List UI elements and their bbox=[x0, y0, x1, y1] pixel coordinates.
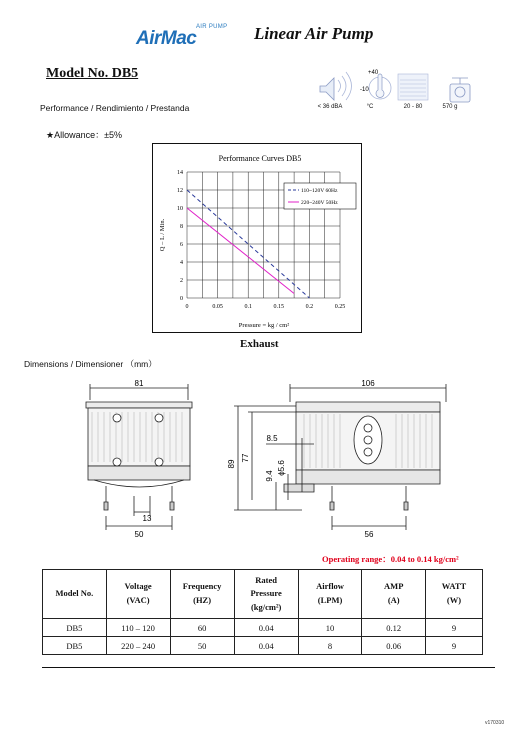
y-tick-label: 8 bbox=[180, 224, 183, 230]
table-row bbox=[43, 637, 483, 655]
exhaust-label: Exhaust bbox=[240, 338, 279, 350]
table-header-text: Rated bbox=[255, 574, 277, 585]
dim-side-width: 106 bbox=[361, 379, 375, 388]
table-header-text: Frequency bbox=[182, 581, 222, 592]
dim-outlet-height: 9.4 bbox=[265, 470, 274, 482]
dim-front-width: 81 bbox=[134, 379, 144, 388]
legend-entry-0: 110~120V 60Hz bbox=[301, 188, 338, 194]
page-title: Linear Air Pump bbox=[254, 24, 374, 43]
chart-legend bbox=[284, 183, 356, 209]
table-cell: 0.12 bbox=[362, 619, 426, 637]
chart-ylabel: Q – L / Min. bbox=[159, 218, 166, 252]
airmac-logo bbox=[136, 24, 236, 49]
table-header-text: Pressure bbox=[250, 588, 282, 599]
table-cell: 0.06 bbox=[362, 637, 426, 655]
table-header-text: (W) bbox=[446, 595, 462, 605]
table-header-cell bbox=[43, 570, 107, 619]
humidity-label: 20 - 80 bbox=[403, 104, 423, 110]
chart-xlabel: Pressure = kg / cm² bbox=[238, 322, 290, 329]
y-tick-label: 10 bbox=[177, 206, 183, 212]
table-header-text: WATT bbox=[441, 581, 467, 592]
table-cell: 110 – 120 bbox=[106, 619, 170, 637]
table-header-cell bbox=[298, 570, 362, 619]
x-tick-label: 0.1 bbox=[244, 304, 252, 310]
allowance-note: ★Allowance：±5% bbox=[46, 130, 123, 140]
table-cell: 0.04 bbox=[234, 637, 298, 655]
performance-chart bbox=[152, 143, 362, 333]
table-header-text: (LPM) bbox=[317, 595, 343, 605]
table-cell: 50 bbox=[170, 637, 234, 655]
table-header-text: (A) bbox=[387, 595, 400, 605]
humidity-icon bbox=[398, 74, 428, 100]
dim-height-body: 77 bbox=[241, 453, 250, 463]
bottom-rule bbox=[42, 667, 495, 668]
dim-foot-half: 50 bbox=[134, 530, 144, 539]
table-header-text: (HZ) bbox=[193, 595, 212, 605]
noise-speaker-icon bbox=[320, 72, 352, 100]
table-cell: 8 bbox=[298, 637, 362, 655]
table-header-row bbox=[43, 570, 483, 619]
temp-min: -10 bbox=[360, 87, 369, 93]
chart-title: Performance Curves DB5 bbox=[218, 154, 302, 163]
table-cell: 9 bbox=[426, 637, 483, 655]
logo-tagline: AIR PUMP bbox=[196, 24, 228, 30]
dim-foot-gap: 13 bbox=[142, 514, 152, 523]
table-cell: 60 bbox=[170, 619, 234, 637]
weight-scale-icon bbox=[450, 78, 470, 102]
performance-label: Performance / Rendimiento / Prestanda bbox=[40, 103, 190, 113]
dim-height-total: 89 bbox=[227, 459, 236, 469]
y-tick-label: 2 bbox=[180, 278, 183, 284]
y-tick-label: 0 bbox=[180, 296, 183, 302]
table-header-cell bbox=[426, 570, 483, 619]
noise-label: < 36 dBA bbox=[317, 104, 343, 110]
table-header-text: (kg/cm²) bbox=[250, 601, 282, 612]
table-cell: 10 bbox=[298, 619, 362, 637]
temperature-label: °C bbox=[366, 104, 374, 110]
x-tick-label: 0.25 bbox=[334, 304, 346, 310]
table-header-text: Model No. bbox=[55, 588, 94, 599]
table-cell: 0.04 bbox=[234, 619, 298, 637]
front-view-drawing bbox=[86, 384, 192, 530]
dimension-drawings bbox=[70, 376, 510, 546]
y-tick-label: 14 bbox=[177, 170, 183, 176]
dimensions-label: Dimensions / Dimensioner （mm） bbox=[24, 359, 157, 369]
table-header-cell bbox=[234, 570, 298, 619]
spec-table bbox=[42, 569, 483, 655]
side-view-drawing bbox=[234, 384, 446, 530]
table-header-cell bbox=[362, 570, 426, 619]
table-header-text: Airflow bbox=[316, 581, 344, 592]
logo-wordmark: AirMac bbox=[136, 28, 197, 49]
table-header-cell bbox=[170, 570, 234, 619]
model-title: Model No. DB5 bbox=[46, 66, 139, 81]
table-cell: 220 – 240 bbox=[106, 637, 170, 655]
legend-entry-1: 220~240V 50Hz bbox=[301, 200, 338, 206]
document-code: v170310 bbox=[485, 720, 505, 726]
table-cell: DB5 bbox=[43, 637, 107, 655]
weight-label: 570 g bbox=[442, 104, 458, 110]
temp-max: +40 bbox=[368, 70, 379, 76]
thermometer-icon bbox=[360, 70, 391, 99]
x-tick-label: 0.15 bbox=[273, 304, 285, 310]
dim-outlet-diameter: ϕ5.6 bbox=[277, 460, 286, 476]
y-tick-label: 4 bbox=[180, 260, 183, 266]
table-header-text: (VAC) bbox=[126, 595, 150, 605]
table-header-text: AMP bbox=[384, 581, 404, 592]
y-tick-label: 6 bbox=[180, 242, 183, 248]
x-tick-label: 0.05 bbox=[212, 304, 223, 310]
table-row bbox=[43, 619, 483, 637]
table-header-cell bbox=[106, 570, 170, 619]
table-cell: DB5 bbox=[43, 619, 107, 637]
x-tick-label: 0 bbox=[185, 304, 189, 310]
dim-foot-offset: 56 bbox=[364, 530, 374, 539]
x-tick-label: 0.2 bbox=[305, 304, 314, 310]
operating-range: Operating range：0.04 to 0.14 kg/cm² bbox=[322, 554, 459, 564]
y-tick-label: 12 bbox=[177, 188, 183, 194]
table-cell: 9 bbox=[426, 619, 483, 637]
table-body bbox=[43, 619, 483, 655]
table-header-text: Voltage bbox=[124, 581, 152, 592]
dim-outlet-length: 8.5 bbox=[266, 434, 278, 443]
